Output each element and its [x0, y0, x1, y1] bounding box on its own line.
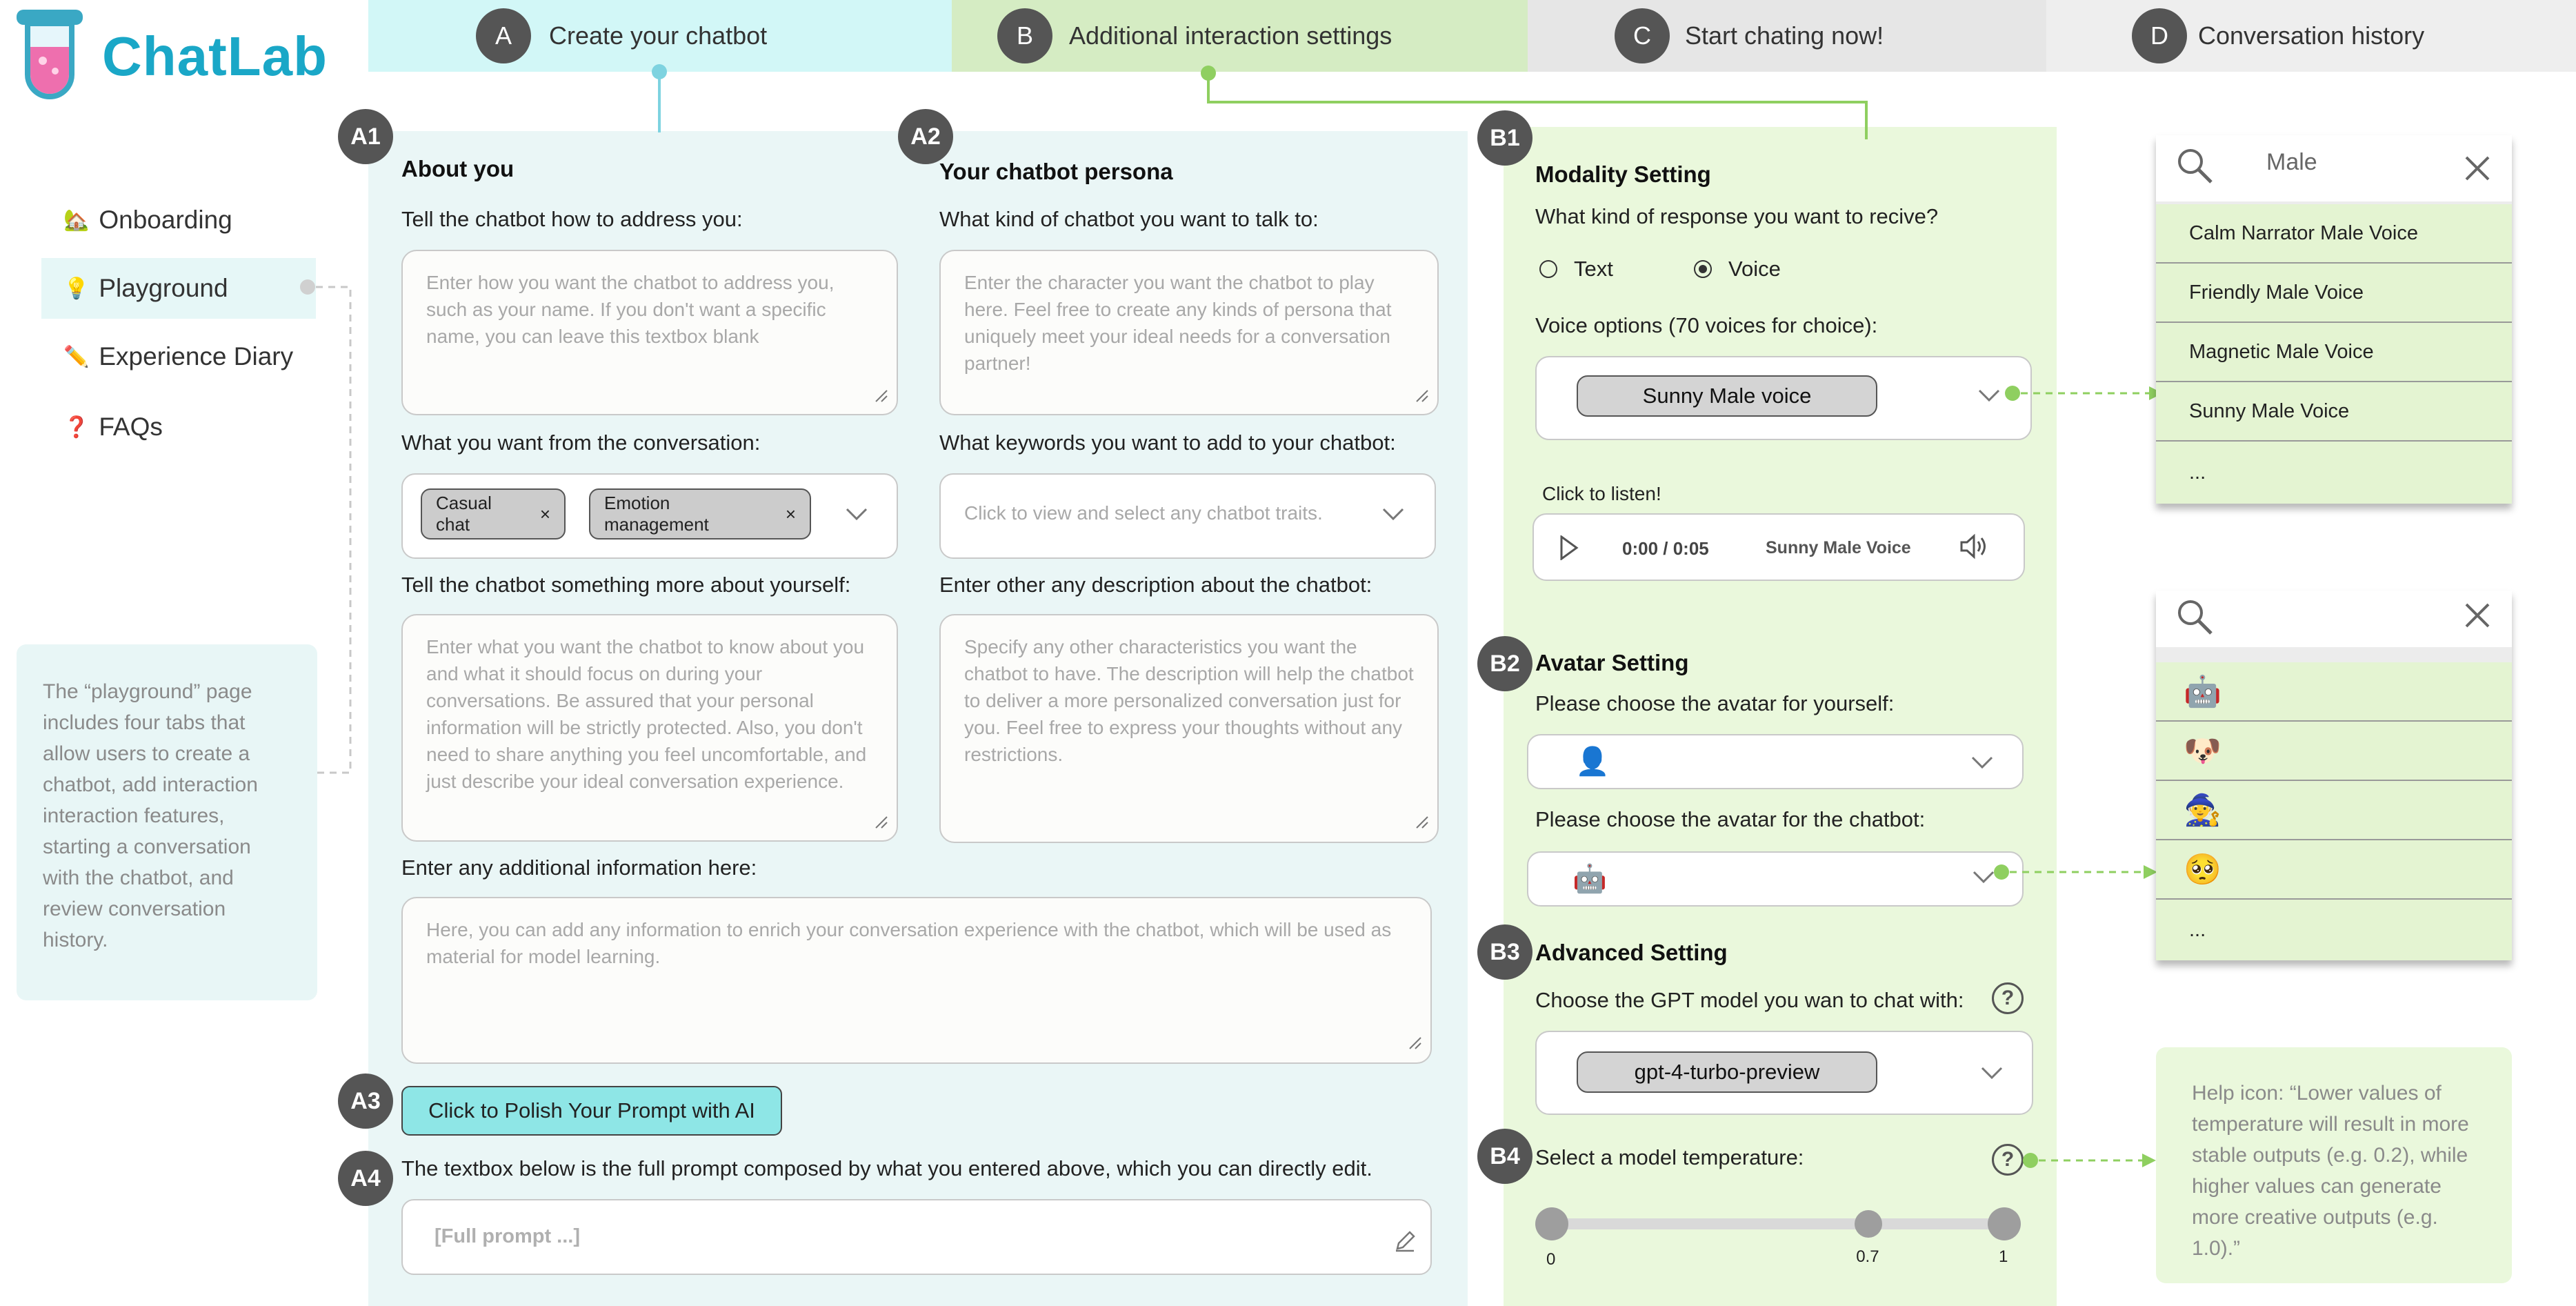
sidebar-item-playground[interactable]: [41, 258, 316, 319]
tab-letter: C: [1615, 8, 1670, 63]
full-prompt-placeholder: [Full prompt ...]: [435, 1225, 581, 1247]
tab-label: Create your chatbot: [549, 21, 768, 50]
player-title: Sunny Male Voice: [1766, 538, 1911, 557]
desc-label: Enter other any description about the chatbot:: [939, 573, 1372, 597]
tab-label: Additional interaction settings: [1069, 21, 1392, 50]
help-note-connector: [2019, 1149, 2164, 1173]
edit-pencil-icon[interactable]: [1393, 1229, 1417, 1253]
tab-a-connector: [648, 62, 676, 132]
sidebar-item-experience-diary[interactable]: [63, 342, 293, 371]
avatar-option[interactable]: 🐶: [2156, 722, 2512, 781]
panel-interaction-settings: [1504, 127, 2057, 1306]
close-icon[interactable]: [2464, 602, 2491, 629]
resize-grip-icon: [873, 388, 888, 403]
more-textarea[interactable]: Enter what you want the chatbot to know about you and what it should focus on during your conversations. Be assured that your personal information will be strictly protected. Also, you don't need to share anything you feel uncomfortable, and just describe your ideal conversation experience.: [401, 614, 898, 842]
address-textarea[interactable]: Enter how you want the chatbot to address you, such as your name. If you don't want a specific name, you can leave this textbox blank: [401, 250, 898, 415]
tab-label: Start chating now!: [1685, 21, 1884, 50]
voice-option[interactable]: Friendly Male Voice: [2156, 264, 2512, 323]
goals-label: What you want from the conversation:: [401, 431, 761, 455]
address-label: Tell the chatbot how to address you:: [401, 207, 743, 231]
search-icon[interactable]: [2174, 596, 2215, 637]
house-icon: 🏡: [63, 208, 90, 232]
additional-textarea[interactable]: Here, you can add any information to enrich your conversation experience with the chatbot, which will be used as material for model learning.: [401, 897, 1432, 1064]
marker-b1: B1: [1477, 110, 1532, 166]
avatar-self-value: 👤: [1575, 746, 1610, 777]
avatar-title: Avatar Setting: [1535, 650, 1689, 675]
modality-question: What kind of response you want to recive?: [1535, 204, 1939, 228]
test-tube-icon: [10, 6, 92, 102]
marker-b2: B2: [1477, 636, 1532, 691]
sidebar-item-faqs[interactable]: [63, 413, 163, 442]
pencil-icon: ✏️: [63, 345, 90, 368]
voice-panel-connector: [2003, 382, 2168, 406]
tab-letter: D: [2132, 8, 2187, 63]
avatar-bot-label: Please choose the avatar for the chatbot:: [1535, 807, 1926, 831]
avatar-dropdown-panel: [2156, 591, 2512, 960]
tab-letter: B: [997, 8, 1052, 63]
marker-a4: A4: [338, 1151, 393, 1206]
close-icon[interactable]: [2464, 155, 2491, 182]
lightbulb-icon: 💡: [63, 277, 90, 300]
tab-interaction-settings[interactable]: [952, 0, 1528, 72]
play-icon[interactable]: [1559, 535, 1579, 560]
player-time: 0:00 / 0:05: [1622, 538, 1709, 559]
tab-label: Conversation history: [2198, 21, 2425, 50]
slider-value-handle[interactable]: [1855, 1210, 1882, 1238]
radio-label: Voice: [1728, 257, 1781, 281]
tab-start-chating[interactable]: [1528, 0, 2046, 72]
avatar-panel-connector: [1992, 861, 2164, 884]
kind-label: What kind of chatbot you want to talk to:: [939, 207, 1319, 231]
voice-option[interactable]: Sunny Male Voice: [2156, 382, 2512, 442]
avatar-option[interactable]: 🥺: [2156, 840, 2512, 900]
marker-b4: B4: [1477, 1129, 1532, 1184]
chevron-down-icon[interactable]: [1381, 506, 1406, 522]
voice-dropdown-panel: [2156, 135, 2512, 504]
tab-b-connector: [1199, 63, 1875, 141]
advanced-title: Advanced Setting: [1535, 940, 1728, 965]
more-label: Tell the chatbot something more about yourself:: [401, 573, 851, 597]
marker-a3: A3: [338, 1074, 393, 1129]
polish-prompt-button[interactable]: Click to Polish Your Prompt with AI: [401, 1086, 782, 1136]
sidebar-item-label: Playground: [99, 274, 228, 302]
about-title: About you: [401, 156, 515, 181]
radio-empty-icon: [1539, 260, 1557, 278]
voice-search-input[interactable]: Male: [2266, 149, 2317, 175]
chevron-down-icon[interactable]: [1977, 388, 2001, 403]
chevron-down-icon[interactable]: [1979, 1065, 2004, 1080]
goal-chip[interactable]: [421, 488, 566, 540]
slider-max-handle[interactable]: [1988, 1207, 2021, 1240]
kind-textarea[interactable]: Enter the character you want the chatbot to play here. Feel free to create any kinds of persona that uniquely meet your ideal needs for a conversation partner!: [939, 250, 1439, 415]
desc-textarea[interactable]: Specify any other characteristics you want the chatbot to have. The description will help the chatbot to deliver a more personalized conversation just for you. Feel free to express your thoughts without any restrictions.: [939, 614, 1439, 843]
radio-selected-icon: [1694, 260, 1712, 278]
listen-label: Click to listen!: [1542, 483, 1661, 504]
volume-icon[interactable]: [1959, 533, 1992, 560]
chevron-down-icon[interactable]: [844, 506, 869, 522]
voice-option-more[interactable]: ...: [2156, 442, 2512, 504]
tab-letter: A: [476, 8, 531, 63]
keywords-placeholder: Click to view and select any chatbot traits.: [964, 502, 1323, 524]
sidebar-item-label: Onboarding: [99, 206, 232, 234]
marker-a2: A2: [898, 109, 953, 164]
close-icon[interactable]: ×: [785, 503, 796, 524]
temperature-label: Select a model temperature:: [1535, 1145, 1804, 1169]
avatar-panel-divider: [2156, 647, 2512, 662]
marker-b3: B3: [1477, 924, 1532, 980]
voice-option[interactable]: Calm Narrator Male Voice: [2156, 204, 2512, 264]
resize-grip-icon: [1407, 1035, 1422, 1050]
goal-chip[interactable]: [589, 488, 811, 540]
avatar-option[interactable]: 🤖: [2156, 662, 2512, 722]
tab-conversation-history[interactable]: [2046, 0, 2576, 72]
radio-text[interactable]: [1539, 257, 1613, 281]
resize-grip-icon: [873, 814, 888, 829]
tab-create-chatbot[interactable]: [368, 0, 952, 72]
temperature-value-label: 0.7: [1856, 1247, 1879, 1266]
model-label: Choose the GPT model you wan to chat with:: [1535, 988, 1964, 1012]
slider-min-handle[interactable]: [1535, 1207, 1568, 1240]
playground-note: The “playground” page includes four tabs that allow users to create a chatbot, add interaction interaction features, starting a conversation with the chatbot, and review conversation history.: [17, 644, 317, 1000]
resize-grip-icon: [1414, 814, 1429, 829]
help-icon[interactable]: ?: [1992, 982, 2024, 1014]
chevron-down-icon[interactable]: [1970, 755, 1995, 770]
model-selected-pill: gpt-4-turbo-preview: [1577, 1051, 1877, 1093]
additional-label: Enter any additional information here:: [401, 855, 757, 880]
sidebar-item-label: FAQs: [99, 413, 163, 441]
resize-grip-icon: [1414, 388, 1429, 403]
voice-selected-pill: Sunny Male voice: [1577, 375, 1877, 417]
help-icon[interactable]: ?: [1992, 1144, 2024, 1176]
slider-track: [1552, 1218, 2004, 1229]
sidebar-item-onboarding[interactable]: [63, 206, 232, 235]
search-icon[interactable]: [2174, 145, 2215, 186]
modality-title: Modality Setting: [1535, 161, 1711, 187]
chip-label: Casual chat: [436, 493, 492, 535]
radio-label: Text: [1574, 257, 1613, 281]
full-prompt-label: The textbox below is the full prompt composed by what you entered above, which you can directly edit.: [401, 1156, 1372, 1180]
radio-voice[interactable]: [1694, 257, 1781, 281]
temperature-max-label: 1: [1999, 1247, 2008, 1266]
temperature-slider[interactable]: [1552, 1211, 2004, 1236]
chip-label: Emotion management: [604, 493, 709, 535]
avatar-self-label: Please choose the avatar for yourself:: [1535, 691, 1895, 715]
marker-a1: A1: [338, 109, 393, 164]
voice-options-label: Voice options (70 voices for choice):: [1535, 313, 1878, 337]
temperature-min-label: 0: [1546, 1250, 1556, 1269]
avatar-option[interactable]: 🧙: [2156, 781, 2512, 840]
avatar-option-more[interactable]: ...: [2156, 900, 2512, 960]
keywords-label: What keywords you want to add to your chatbot:: [939, 431, 1396, 455]
voice-option[interactable]: Magnetic Male Voice: [2156, 323, 2512, 382]
close-icon[interactable]: ×: [539, 503, 550, 524]
app-name: ChatLab: [102, 26, 328, 87]
sidebar-item-label: Experience Diary: [99, 342, 294, 370]
temperature-help-note: Help icon: “Lower values of temperature will result in more stable outputs (e.g. 0.2), while higher values can generate more creative outputs (e.g. 1.0).”: [2156, 1047, 2512, 1283]
question-mark-icon: ❓: [63, 415, 90, 439]
logo: [10, 6, 328, 102]
avatar-bot-value: 🤖: [1572, 864, 1607, 894]
persona-title: Your chatbot persona: [939, 159, 1173, 184]
